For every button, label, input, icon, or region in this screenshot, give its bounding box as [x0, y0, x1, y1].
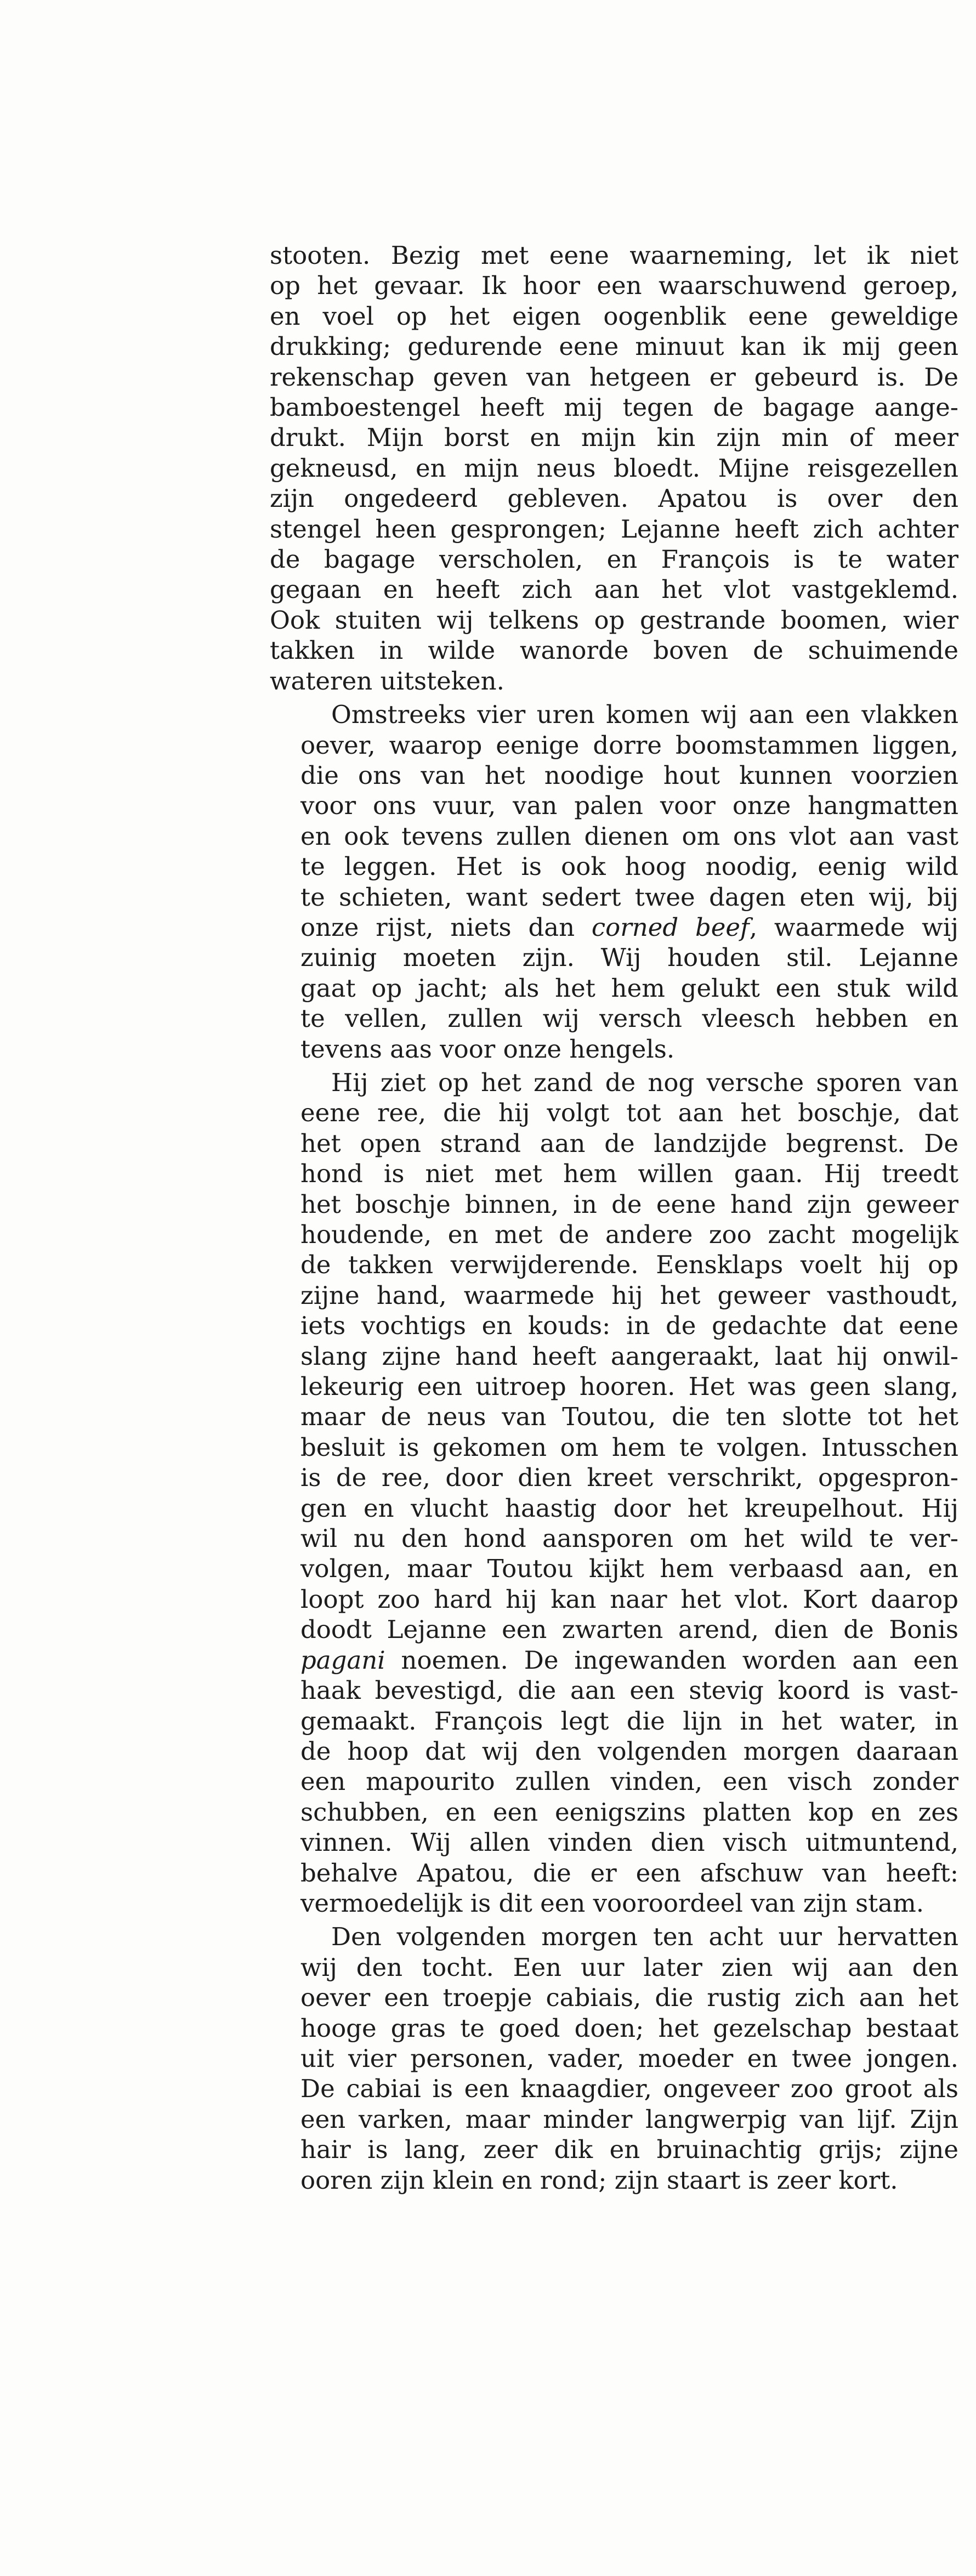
text-line: en voel op het eigen oogenblik eene geweldige [270, 301, 958, 331]
text-line: houdende, en met de andere zoo zacht mogelijk [300, 1220, 958, 1249]
text-line: oever, waarop eenige dorre boomstammen liggen, [300, 730, 958, 760]
text-line: een varken, maar minder langwerpig van lijf. Zijn [300, 2104, 958, 2134]
text-line: Den volgenden morgen ten acht uur hervatten [331, 1922, 958, 1952]
text-line: voor ons vuur, van palen voor onze hangmatten [300, 791, 958, 821]
text-line: hair is lang, zeer dik en bruinachtig grijs; zijne [300, 2135, 958, 2165]
text-line: Hij ziet op het zand de nog versche sporen van [331, 1067, 958, 1097]
body-text [270, 240, 958, 2195]
text-line: Ook stuiten wij telkens op gestrande boomen, wier [270, 605, 958, 635]
text-line: oever een troepje cabiais, die rustig zich aan het [300, 1983, 958, 2013]
text-line: wil nu den hond aansporen om het wild te ver- [300, 1524, 958, 1553]
text-line: volgen, maar Toutou kijkt hem verbaasd aan, en [300, 1554, 958, 1584]
text-line: slang zijne hand heeft aangeraakt, laat hij onwil- [300, 1341, 958, 1371]
text-line: gaat op jacht; als het hem gelukt een stuk wild [300, 973, 958, 1003]
text-line: takken in wilde wanorde boven de schuimende [270, 636, 958, 665]
text-line: te leggen. Het is ook hoog noodig, eenig wild [300, 852, 958, 882]
paragraph [270, 699, 958, 1064]
text-line: te schieten, want sedert twee dagen eten wij, bij [300, 882, 958, 912]
text-line: schubben, en een eenigszins platten kop en zes [300, 1797, 958, 1827]
text-line: is de ree, door dien kreet verschrikt, opgespron- [300, 1463, 958, 1493]
text-line: eene ree, die hij volgt tot aan het boschje, dat [300, 1098, 958, 1128]
text-line: loopt zoo hard hij kan naar het vlot. Kort daarop [300, 1584, 958, 1614]
text-line: doodt Lejanne een zwarten arend, dien de Bonis [300, 1615, 958, 1645]
text-line: onze rijst, niets dan corned beef, waarmede wij [300, 912, 958, 942]
text-line: drukt. Mijn borst en mijn kin zijn min of meer [270, 423, 958, 453]
text-line: vermoedelijk is dit een vooroordeel van zijn stam. [300, 1888, 924, 1918]
text-line: wateren uitsteken. [270, 666, 504, 696]
text-line: pagani noemen. De ingewanden worden aan een [300, 1645, 958, 1675]
text-line: gegaan en heeft zich aan het vlot vastgeklemd. [270, 575, 958, 605]
text-line: gen en vlucht haastig door het kreupelhout. Hij [300, 1493, 958, 1523]
text-line: tevens aas voor onze hengels. [300, 1034, 675, 1064]
text-line: een mapourito zullen vinden, een visch zonder [300, 1767, 958, 1797]
text-line: Omstreeks vier uren komen wij aan een vlakken [331, 700, 958, 730]
text-line: die ons van het noodige hout kunnen voorzien [300, 760, 958, 790]
text-line: wij den tocht. Een uur later zien wij aan den [300, 1952, 958, 1982]
text-line: behalve Apatou, die er een afschuw van heeft: [300, 1858, 958, 1888]
text-line: uit vier personen, vader, moeder en twee jongen. [300, 2043, 958, 2073]
text-line: gemaakt. François legt die lijn in het water, in [300, 1706, 958, 1736]
text-line: iets vochtigs en kouds: in de gedachte dat eene [300, 1311, 958, 1341]
text-line: het boschje binnen, in de eene hand zijn geweer [300, 1189, 958, 1219]
paragraph [270, 240, 958, 696]
text-line: op het gevaar. Ik hoor een waarschuwend geroep, [270, 271, 958, 301]
text-line: hooge gras te goed doen; het gezelschap bestaat [300, 2013, 958, 2043]
paragraph [270, 1922, 958, 2195]
text-line: besluit is gekomen om hem te volgen. Intusschen [300, 1432, 958, 1462]
text-line: maar de neus van Toutou, die ten slotte tot het [300, 1402, 958, 1432]
text-line: drukking; gedurende eene minuut kan ik mij geen [270, 332, 958, 361]
text-line: gekneusd, en mijn neus bloedt. Mijne reisgezellen [270, 453, 958, 483]
text-line: de takken verwijderende. Eensklaps voelt hij op [300, 1250, 958, 1280]
text-line: rekenschap geven van hetgeen er gebeurd is. De [270, 362, 958, 392]
text-line: en ook tevens zullen dienen om ons vlot aan vast [300, 821, 958, 851]
text-line: het open strand aan de landzijde begrenst. De [300, 1128, 958, 1158]
text-line: ooren zijn klein en rond; zijn staart is zeer kort. [300, 2165, 898, 2195]
text-line: zuinig moeten zijn. Wij houden stil. Lejanne [300, 943, 958, 973]
text-line: stengel heen gesprongen; Lejanne heeft zich achter [270, 514, 958, 544]
italic-phrase: pagani [300, 1645, 385, 1675]
text-line: vinnen. Wij allen vinden dien visch uitmuntend, [300, 1828, 958, 1857]
text-line: te vellen, zullen wij versch vleesch hebben en [300, 1004, 958, 1033]
text-line: De cabiai is een knaagdier, ongeveer zoo groot als [300, 2074, 958, 2104]
text-line: zijne hand, waarmede hij het geweer vasthoudt, [300, 1280, 958, 1310]
italic-phrase: corned beef [591, 912, 750, 942]
text-line: zijn ongedeerd gebleven. Apatou is over den [270, 484, 958, 513]
text-line: stooten. Bezig met eene waarneming, let ik niet [270, 241, 958, 270]
text-line: bamboestengel heeft mij tegen de bagage aange- [270, 393, 958, 422]
text-line: lekeurig een uitroep hooren. Het was geen slang, [300, 1372, 958, 1402]
text-line: hond is niet met hem willen gaan. Hij treedt [300, 1159, 958, 1189]
text-line: de hoop dat wij den volgenden morgen daaraan [300, 1736, 958, 1766]
text-line: de bagage verscholen, en François is te water [270, 545, 958, 574]
paragraph [270, 1067, 958, 1918]
text-line: haak bevestigd, die aan een stevig koord is vast- [300, 1676, 958, 1705]
